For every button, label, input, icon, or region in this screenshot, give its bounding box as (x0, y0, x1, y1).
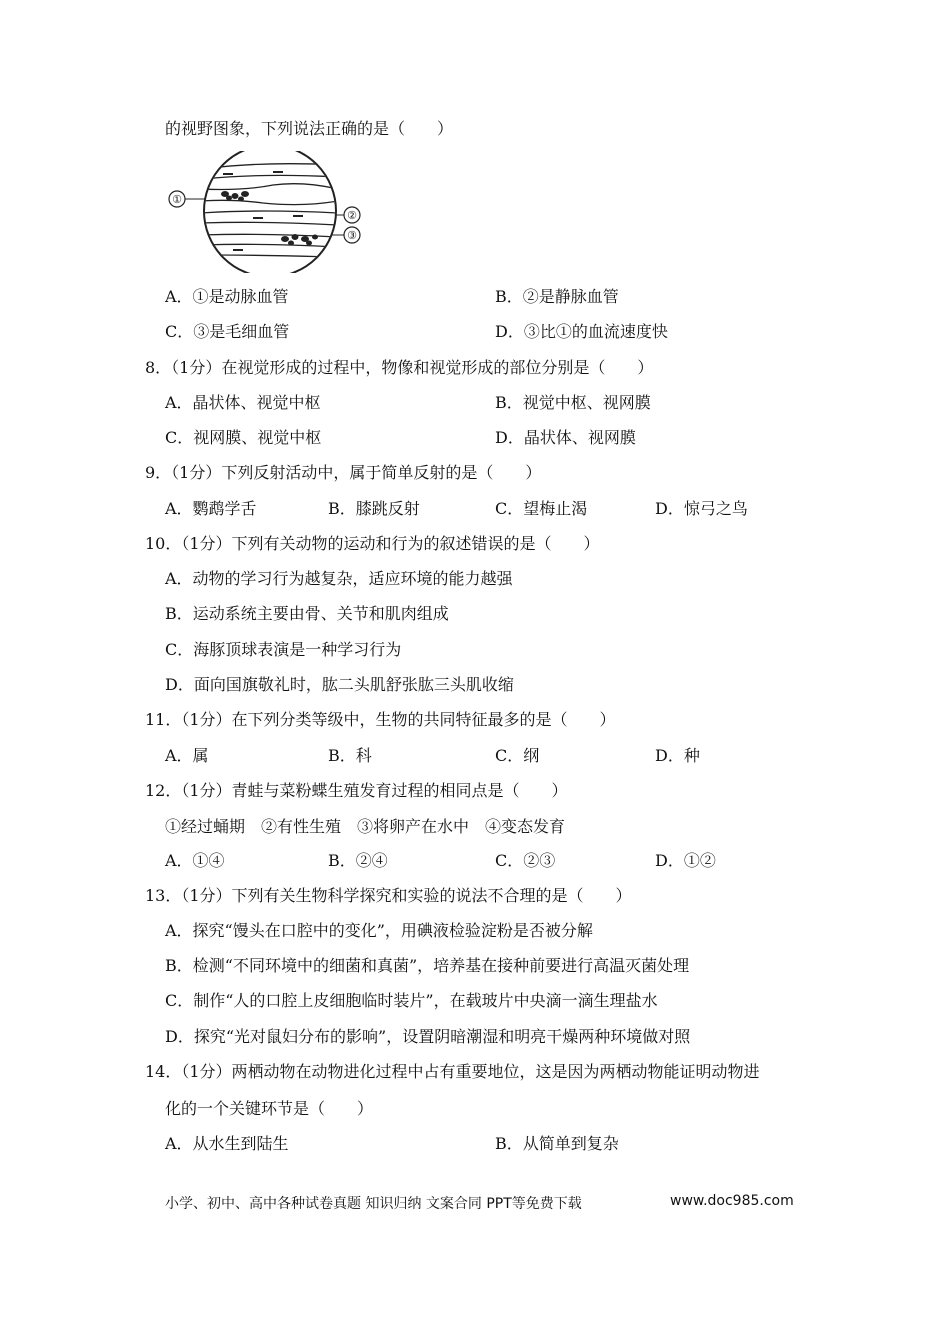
q7-option-a[interactable]: A．①是动脉血管 (165, 287, 289, 306)
q12-option-b[interactable]: B．②④ (328, 851, 388, 870)
q13-option-c[interactable]: C．制作“人的口腔上皮细胞临时装片”，在载玻片中央滴一滴生理盐水 (165, 991, 658, 1010)
figure-label-2: ② (347, 209, 357, 222)
q14-stem-line1: 14．（1分）两栖动物在动物进化过程中占有重要地位，这是因为两栖动物能证明动物进 (145, 1062, 760, 1081)
figure-label-3: ③ (347, 229, 357, 242)
q13-stem: 13．（1分）下列有关生物科学探究和实验的说法不合理的是（ ） (145, 886, 632, 905)
q9-option-a[interactable]: A．鹦鹉学舌 (165, 499, 257, 518)
q11-option-b[interactable]: B．科 (328, 746, 372, 765)
q7-option-c[interactable]: C．③是毛细血管 (165, 322, 290, 341)
q12-items: ①经过蛹期 ②有性生殖 ③将卵产在水中 ④变态发育 (165, 817, 566, 836)
q7-option-d[interactable]: D．③比①的血流速度快 (495, 322, 668, 341)
page-footer (165, 1193, 794, 1213)
q11-option-a[interactable]: A．属 (165, 746, 209, 765)
q10-option-b[interactable]: B．运动系统主要由骨、关节和肌肉组成 (165, 604, 449, 623)
q9-stem: 9．（1分）下列反射活动中，属于简单反射的是（ ） (145, 463, 542, 482)
q14-option-a[interactable]: A．从水生到陆生 (165, 1134, 289, 1153)
q9-option-d[interactable]: D．惊弓之鸟 (655, 499, 748, 518)
microscope-view-figure (163, 151, 363, 273)
q10-stem: 10．（1分）下列有关动物的运动和行为的叙述错误的是（ ） (145, 534, 600, 553)
q9-option-b[interactable]: B．膝跳反射 (328, 499, 420, 518)
footer-url-link[interactable]: www.doc985.com (670, 1193, 794, 1209)
q8-option-b[interactable]: B．视觉中枢、视网膜 (495, 393, 651, 412)
footer-text: 小学、初中、高中各种试卷真题 知识归纳 文案合同 PPT等免费下载 (165, 1196, 582, 1212)
q13-option-d[interactable]: D．探究“光对鼠妇分布的影响”，设置阴暗潮湿和明亮干燥两种环境做对照 (165, 1027, 691, 1046)
figure-label-1: ① (172, 193, 182, 206)
q10-option-a[interactable]: A．动物的学习行为越复杂，适应环境的能力越强 (165, 569, 513, 588)
q12-stem: 12．（1分）青蛙与菜粉蝶生殖发育过程的相同点是（ ） (145, 781, 568, 800)
q8-stem: 8．（1分）在视觉形成的过程中，物像和视觉形成的部位分别是（ ） (145, 358, 654, 377)
q13-option-b[interactable]: B．检测“不同环境中的细菌和真菌”，培养基在接种前要进行高温灭菌处理 (165, 956, 690, 975)
q8-option-a[interactable]: A．晶状体、视觉中枢 (165, 393, 321, 412)
q13-option-a[interactable]: A．探究“馒头在口腔中的变化”，用碘液检验淀粉是否被分解 (165, 921, 593, 940)
q11-option-d[interactable]: D．种 (655, 746, 700, 765)
q12-option-a[interactable]: A．①④ (165, 851, 225, 870)
q8-option-d[interactable]: D．晶状体、视网膜 (495, 428, 636, 447)
q11-stem: 11．（1分）在下列分类等级中，生物的共同特征最多的是（ ） (145, 710, 616, 729)
q7-stem-tail: 的视野图象，下列说法正确的是（ ） (165, 119, 454, 138)
q7-option-b[interactable]: B．②是静脉血管 (495, 287, 619, 306)
q14-option-b[interactable]: B．从简单到复杂 (495, 1134, 619, 1153)
q10-option-c[interactable]: C．海豚顶球表演是一种学习行为 (165, 640, 402, 659)
q12-option-d[interactable]: D．①② (655, 851, 716, 870)
q8-option-c[interactable]: C．视网膜、视觉中枢 (165, 428, 322, 447)
q11-option-c[interactable]: C．纲 (495, 746, 540, 765)
q10-option-d[interactable]: D．面向国旗敬礼时，肱二头肌舒张肱三头肌收缩 (165, 675, 514, 694)
q14-stem-line2: 化的一个关键环节是（ ） (165, 1099, 374, 1118)
q9-option-c[interactable]: C．望梅止渴 (495, 499, 588, 518)
q12-option-c[interactable]: C．②③ (495, 851, 556, 870)
